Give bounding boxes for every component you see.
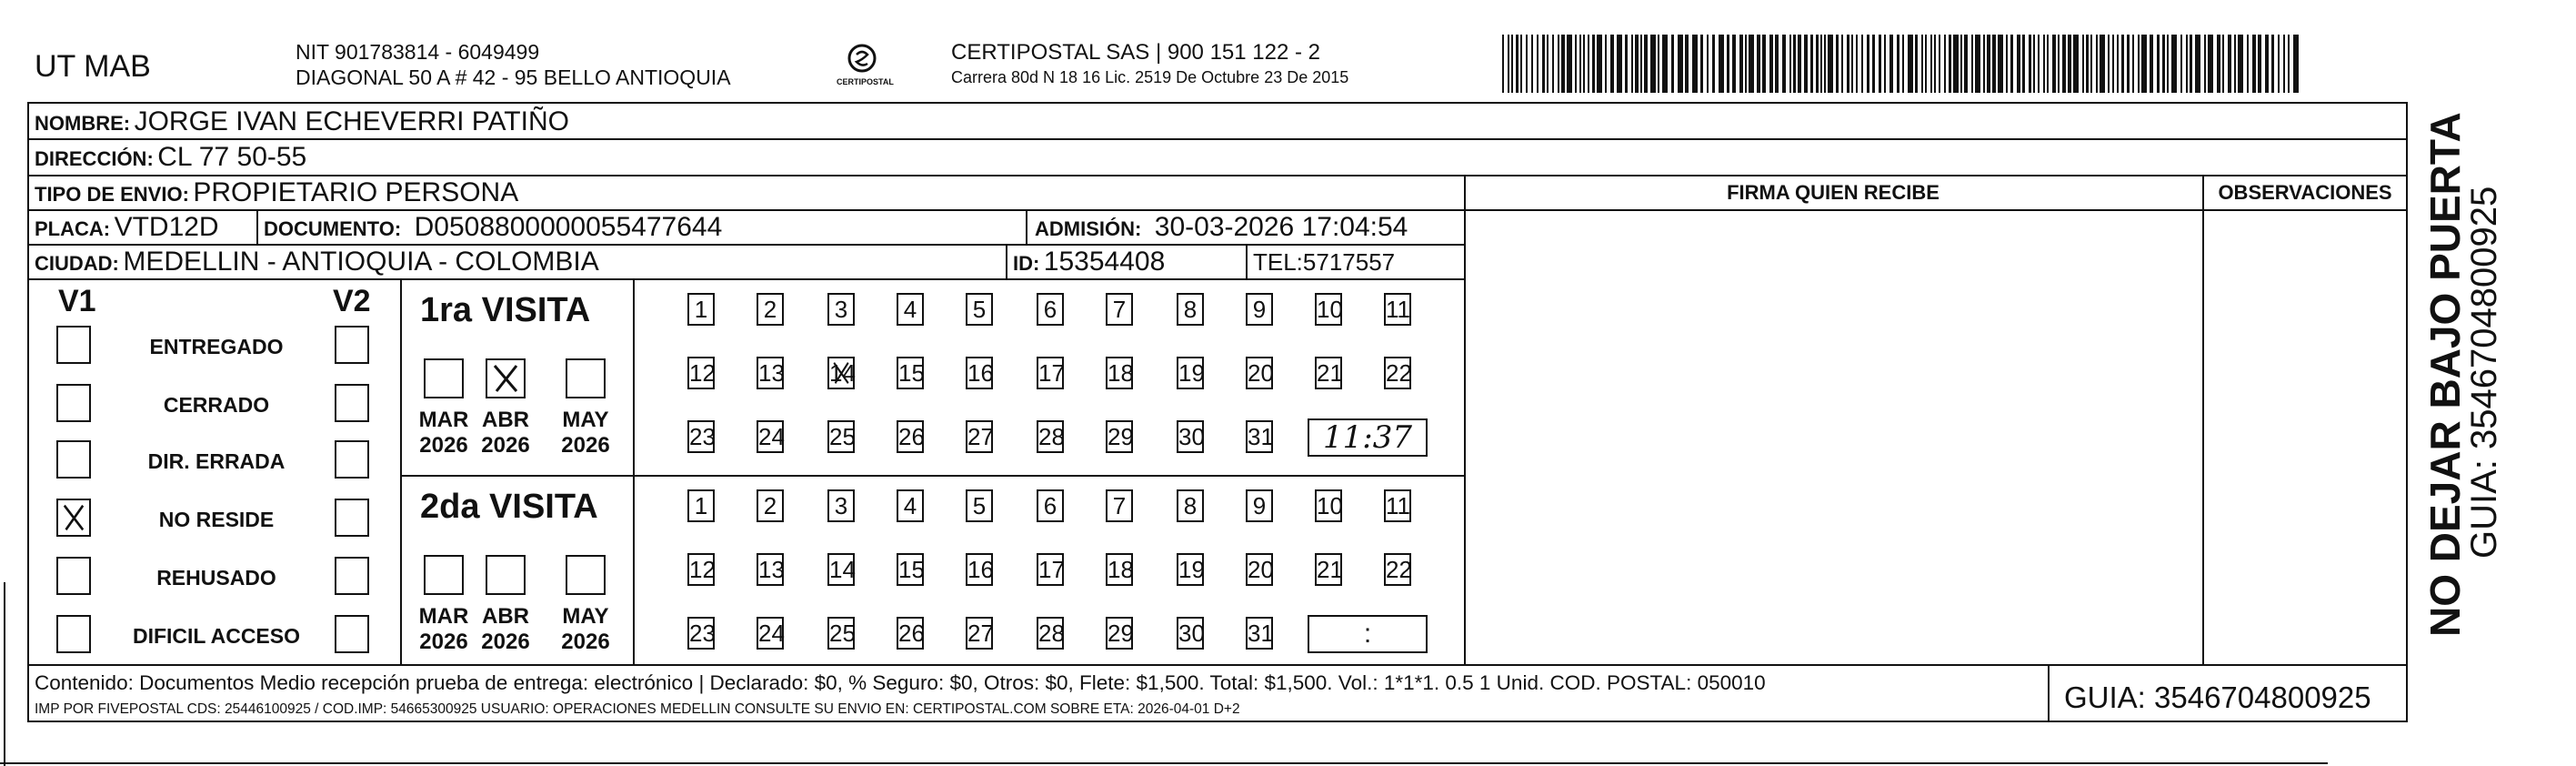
day-number: 22 (1386, 556, 1412, 583)
day-number: 14 (829, 359, 856, 387)
day-box[interactable] (897, 489, 924, 522)
v2-checkbox[interactable] (335, 557, 369, 595)
day-number: 24 (758, 620, 785, 647)
ciudad-row (35, 248, 599, 276)
day-number: 10 (1317, 296, 1343, 323)
day-box[interactable] (827, 293, 855, 326)
month-name: MAY (562, 408, 609, 432)
day-box[interactable] (1106, 420, 1133, 453)
day-box[interactable] (1384, 293, 1411, 326)
day-number: 17 (1038, 359, 1065, 387)
day-number: 27 (967, 423, 994, 450)
day-box[interactable] (827, 489, 855, 522)
tel-value: 5717557 (1302, 248, 1396, 276)
month-label (560, 408, 611, 458)
day-box[interactable] (897, 617, 924, 650)
footer-imp: IMP POR FIVEPOSTAL CDS: 25446100925 / COD.IMP: 54665300925 USUARIO: OPERACIONES MEDELLIN CONSULTE SU ENVIO EN: CERTIPOSTAL.COM SOBRE ETA: 2026-04-01 D+2 (35, 701, 1240, 717)
nombre-row (35, 108, 569, 136)
day-number: 3 (834, 296, 848, 323)
day-box[interactable] (966, 420, 993, 453)
day-number: 9 (1252, 296, 1267, 323)
day-number: 24 (758, 423, 785, 450)
day-number: 21 (1317, 359, 1343, 387)
day-box[interactable] (1315, 293, 1342, 326)
tipo-row (35, 179, 518, 207)
day-number: 2 (763, 296, 777, 323)
month-name: MAY (562, 604, 609, 629)
v2-header: V2 (333, 284, 371, 318)
month-name: MAR (418, 408, 469, 432)
day-box[interactable] (1246, 293, 1273, 326)
month-label (560, 604, 611, 654)
month-label (480, 408, 531, 458)
month-name: MAR (418, 604, 469, 629)
day-box[interactable] (966, 489, 993, 522)
day-box[interactable] (1246, 357, 1273, 389)
day-box[interactable] (1246, 617, 1273, 650)
day-number: 13 (758, 556, 785, 583)
day-box[interactable] (1106, 617, 1133, 650)
placa-label: PLACA: (35, 217, 111, 240)
observaciones-header: OBSERVACIONES (2218, 181, 2392, 204)
day-box[interactable] (966, 357, 993, 389)
day-number: 4 (903, 296, 917, 323)
nombre-label: NOMBRE: (35, 112, 131, 135)
day-number: 6 (1043, 296, 1057, 323)
day-number: 30 (1178, 423, 1205, 450)
day-number: 23 (689, 620, 716, 647)
month-name: ABR (482, 604, 529, 629)
day-box[interactable] (1177, 489, 1204, 522)
month-label (418, 604, 469, 654)
barcode-image (1502, 35, 2302, 93)
day-number: 29 (1108, 620, 1134, 647)
day-box[interactable] (1106, 553, 1133, 586)
company-name: UT MAB (35, 49, 151, 84)
day-number: 17 (1038, 556, 1065, 583)
v2-checkbox[interactable] (335, 615, 369, 653)
day-box[interactable] (897, 553, 924, 586)
day-number: 20 (1248, 556, 1274, 583)
observaciones-area[interactable] (2204, 211, 2406, 662)
logo-text: CERTIPOSTAL (837, 77, 894, 86)
day-number: 8 (1183, 492, 1198, 519)
tipo-value: PROPIETARIO PERSONA (193, 177, 519, 207)
company-nit: NIT 901783814 - 6049499 (296, 40, 540, 64)
day-box[interactable] (827, 553, 855, 586)
day-box[interactable] (687, 420, 715, 453)
side-guia: GUIA: 3546704800925 (2464, 186, 2504, 559)
day-number: 28 (1038, 620, 1065, 647)
day-number: 14 (829, 556, 856, 583)
v2-checkbox[interactable] (335, 326, 369, 364)
day-number: 6 (1043, 492, 1057, 519)
day-number: 11 (1386, 296, 1410, 323)
placa-row (35, 214, 219, 241)
day-number: 18 (1108, 556, 1134, 583)
day-number: 27 (967, 620, 994, 647)
day-number: 1 (694, 492, 708, 519)
day-number: 2 (763, 492, 777, 519)
tipo-label: TIPO DE ENVIO: (35, 183, 189, 206)
day-number: 31 (1248, 423, 1274, 450)
day-box[interactable] (687, 357, 715, 389)
status-label: DIR. ERRADA (147, 449, 286, 473)
day-box[interactable] (757, 420, 784, 453)
day-box[interactable] (757, 553, 784, 586)
day-box[interactable] (966, 553, 993, 586)
day-box[interactable] (687, 293, 715, 326)
day-number: 22 (1386, 359, 1412, 387)
day-number: 15 (898, 556, 925, 583)
visit-time-box[interactable]: 11:37 (1308, 418, 1428, 457)
v2-checkbox[interactable] (335, 384, 369, 422)
month-label (418, 408, 469, 458)
v1-header: V1 (58, 284, 96, 318)
day-box[interactable] (757, 293, 784, 326)
month-year: 2026 (561, 432, 610, 458)
status-label: NO RESIDE (158, 508, 275, 531)
day-box[interactable] (1037, 617, 1064, 650)
firma-header: FIRMA QUIEN RECIBE (1727, 181, 1940, 204)
month-year: 2026 (481, 629, 530, 654)
day-number: 25 (829, 620, 856, 647)
day-box[interactable] (966, 293, 993, 326)
direccion-row (35, 144, 306, 171)
day-box[interactable] (1106, 293, 1133, 326)
day-number: 25 (829, 423, 856, 450)
nombre-value: JORGE IVAN ECHEVERRI PATIÑO (134, 106, 569, 136)
day-number: 23 (689, 423, 716, 450)
company-address: DIAGONAL 50 A # 42 - 95 BELLO ANTIOQUIA (296, 66, 731, 89)
day-number: 30 (1178, 620, 1205, 647)
day-number: 11 (1386, 492, 1410, 519)
month-year: 2026 (481, 432, 530, 458)
day-box[interactable] (687, 617, 715, 650)
day-box[interactable] (827, 420, 855, 453)
month-year: 2026 (561, 629, 610, 654)
day-box[interactable] (1037, 420, 1064, 453)
v2-checkbox[interactable] (335, 499, 369, 537)
documento-value: D0508800000055477644 (414, 212, 723, 242)
day-number: 5 (972, 492, 987, 519)
day-number: 1 (694, 296, 708, 323)
day-box[interactable] (1246, 489, 1273, 522)
day-number: 26 (898, 620, 925, 647)
firma-area[interactable] (1466, 211, 2200, 662)
month-checkbox[interactable] (566, 358, 606, 398)
day-number: 19 (1178, 359, 1205, 387)
day-number: 10 (1317, 492, 1343, 519)
day-number: 15 (898, 359, 925, 387)
day-box[interactable] (827, 357, 855, 389)
day-number: 7 (1112, 492, 1127, 519)
day-number: 12 (689, 556, 716, 583)
month-year: 2026 (419, 629, 468, 654)
id-row (1013, 248, 1165, 276)
day-number: 16 (967, 359, 994, 387)
day-box[interactable] (897, 420, 924, 453)
day-box[interactable] (1177, 617, 1204, 650)
day-box[interactable] (897, 293, 924, 326)
direccion-label: DIRECCIÓN: (35, 147, 154, 170)
day-box[interactable] (1246, 420, 1273, 453)
day-box[interactable] (1177, 553, 1204, 586)
day-box[interactable] (1106, 489, 1133, 522)
day-number: 7 (1112, 296, 1127, 323)
day-number: 18 (1108, 359, 1134, 387)
day-box[interactable] (687, 489, 715, 522)
v2-checkbox[interactable] (335, 440, 369, 479)
carrier-name: CERTIPOSTAL SAS | 900 151 122 - 2 (951, 40, 1320, 65)
day-number: 9 (1252, 492, 1267, 519)
tel-label: TEL: (1253, 248, 1303, 276)
day-box[interactable] (1315, 357, 1342, 389)
day-box[interactable] (827, 617, 855, 650)
day-box[interactable] (1384, 357, 1411, 389)
v1-checkbox[interactable] (56, 557, 91, 595)
day-number: 5 (972, 296, 987, 323)
placa-value: VTD12D (114, 212, 219, 242)
v1-checkbox[interactable] (56, 499, 91, 537)
status-label: REHUSADO (156, 566, 276, 590)
day-box[interactable] (1037, 489, 1064, 522)
month-checkbox[interactable] (486, 555, 526, 595)
status-label: CERRADO (163, 393, 270, 417)
day-box[interactable] (757, 617, 784, 650)
day-box[interactable] (966, 617, 993, 650)
carrier-license: Carrera 80d N 18 16 Lic. 2519 De Octubre 23 De 2015 (951, 68, 1349, 86)
day-number: 16 (967, 556, 994, 583)
visit-time-box[interactable]: : (1308, 615, 1428, 653)
month-name: ABR (482, 408, 529, 432)
day-box[interactable] (1037, 357, 1064, 389)
footer-contenido: Contenido: Documentos Medio recepción prueba de entrega: electrónico | Declarado: $0, % Seguro: $0, Otros: $0, Flete: $1,500. Total: $1,500. Vol.: 1*1*1. 0.5 1 Unid. COD. POSTAL: 050010 (35, 671, 1766, 694)
day-number: 12 (689, 359, 716, 387)
day-number: 31 (1248, 620, 1274, 647)
day-number: 13 (758, 359, 785, 387)
day-number: 29 (1108, 423, 1134, 450)
direccion-value: CL 77 50-55 (157, 142, 307, 172)
day-number: 20 (1248, 359, 1274, 387)
id-value: 15354408 (1043, 247, 1166, 277)
day-box[interactable] (1177, 420, 1204, 453)
day-number: 26 (898, 423, 925, 450)
day-number: 4 (903, 492, 917, 519)
month-checkbox[interactable] (424, 555, 464, 595)
month-checkbox[interactable] (486, 358, 526, 398)
visit-title: 1ra VISITA (420, 291, 591, 329)
day-box[interactable] (1315, 489, 1342, 522)
day-box[interactable] (1177, 293, 1204, 326)
month-year: 2026 (419, 432, 468, 458)
v1-checkbox[interactable] (56, 384, 91, 422)
day-box[interactable] (757, 489, 784, 522)
documento-label: DOCUMENTO: (264, 217, 402, 240)
month-checkbox[interactable] (424, 358, 464, 398)
status-label: ENTREGADO (149, 335, 284, 358)
day-box[interactable] (1177, 357, 1204, 389)
status-label: DIFICIL ACCESO (132, 624, 300, 648)
day-box[interactable] (1106, 357, 1133, 389)
no-dejar-warning: NO DEJAR BAJO PUERTA (2421, 112, 2469, 637)
admision-row (1035, 214, 1408, 241)
day-number: 8 (1183, 296, 1198, 323)
day-mark (829, 358, 853, 388)
day-box[interactable] (1037, 553, 1064, 586)
id-label: ID: (1013, 252, 1040, 275)
v1-checkbox[interactable] (56, 326, 91, 364)
day-box[interactable] (757, 357, 784, 389)
ciudad-label: CIUDAD: (35, 252, 119, 275)
day-box[interactable] (687, 553, 715, 586)
footer-guia: GUIA: 3546704800925 (2064, 680, 2371, 714)
documento-row (264, 214, 722, 241)
day-box[interactable] (1037, 293, 1064, 326)
admision-label: ADMISIÓN: (1035, 217, 1142, 240)
month-label (480, 604, 531, 654)
month-checkbox[interactable] (566, 555, 606, 595)
day-number: 3 (834, 492, 848, 519)
day-box[interactable] (897, 357, 924, 389)
certipostal-logo (835, 40, 894, 91)
day-box[interactable] (1246, 553, 1273, 586)
visit-title: 2da VISITA (420, 488, 598, 526)
day-number: 28 (1038, 423, 1065, 450)
day-box[interactable] (1384, 553, 1411, 586)
admision-value: 30-03-2026 17:04:54 (1154, 212, 1408, 242)
v1-checkbox[interactable] (56, 440, 91, 479)
tel-row (1253, 250, 1395, 274)
v1-checkbox[interactable] (56, 615, 91, 653)
ciudad-value: MEDELLIN - ANTIOQUIA - COLOMBIA (123, 247, 599, 277)
day-box[interactable] (1384, 489, 1411, 522)
day-number: 21 (1317, 556, 1343, 583)
day-box[interactable] (1315, 553, 1342, 586)
day-number: 19 (1178, 556, 1205, 583)
